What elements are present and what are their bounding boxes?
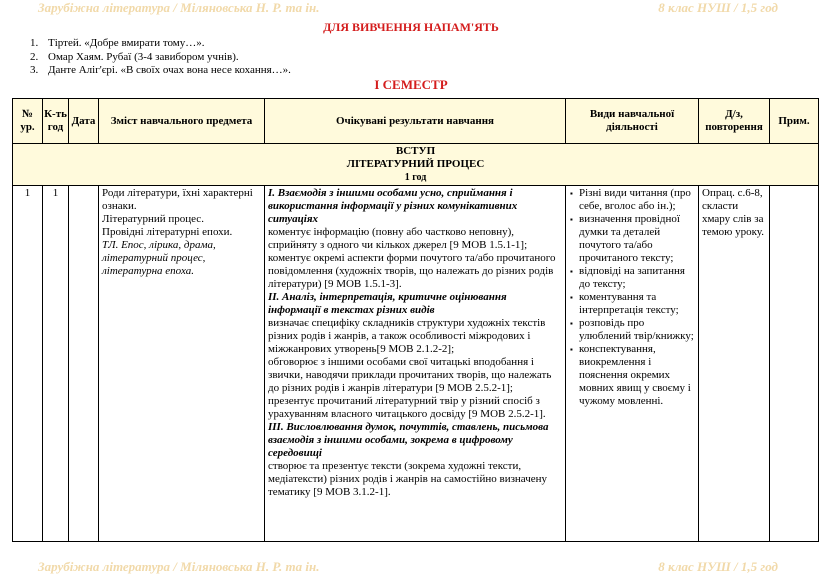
col-notes-header: Прим. [770,99,819,144]
list-item: ▪ конспектування, виокремлення і пояснення окремих мовних явищ у своєму і чужому мовленні. [579,343,695,408]
lesson-notes [770,186,819,542]
lesson-activities [566,186,699,542]
program-table [12,98,819,542]
header-left: Зарубіжна література / Міляновська Н. Р. та ін. [38,0,320,15]
footer-right: 8 клас НУШ / 1,5 год [658,559,778,574]
lesson-hours: 1 [43,186,69,542]
memorize-title: ДЛЯ ВИВЧЕННЯ НАПАМ'ЯТЬ [323,20,499,34]
lesson-results: І. Взаємодія з іншими особами усно, сприймання і використання інформації у різних комунікативних ситуаціях коментує інформацію (повну або частково неповну), сприйняту з одного чи кількох джерел [9 МОВ 1.5.1-1]; коментує окремі аспекти форми почутого та/або прочитаного повідомлення (художніх творів, що належать до різних родів літератури) [9 МОВ 1.5.1-3]. ІІ. Аналіз, інтерпретація, критичне оцінювання інформації в текстах різних видів визначає специфіку складників структури художніх текстів різних родів і жанрів, а також особливості міжродових і міжжанрових утворень[9 МОВ 2.1.2-2]; обговорює з іншими особами свої читацькі вподобання і звички, наводячи приклади прочитаних творів, що належать до різних родів і жанрів літератури [9 МОВ 2.5.2-1]; презентує прочитаний літературний твір у різний спосіб з урахуванням власного читацького досвіду [9 МОВ 2.5.2-1]. ІІІ. Висловлювання думок, почуттів, ставлень, письмова взаємодія з іншими особами, зокрема в цифровому середовищі створює та презентує тексти (зокрема художні тексти, медіатексти) різних родів і жанрів на самостійно визначену тематику [9 МОВ 3.1.2-1]. [265,186,566,542]
list-item: ▪ відповіді на запитання до тексту; [579,265,695,291]
lesson-date [69,186,99,542]
footer-left: Зарубіжна література / Міляновська Н. Р. та ін. [38,559,320,574]
page-footer [38,560,778,573]
lesson-number: 1 [13,186,43,542]
list-item: ▪ Різні види читання (про себе, вголос або ін.); [579,187,695,213]
table-header-row [13,99,819,144]
lesson-content: Роди літератури, їхні характерні ознаки. Літературний процес. Провідні літературні епохи. ТЛ. Епос, лірика, драма, літературний процес, літературна епоха. [99,186,265,542]
list-item: 1. Тіртей. «Добре вмирати тому…». [30,37,205,49]
results-heading-2: ІІ. Аналіз, інтерпретація, критичне оцінювання інформації в текстах різних видів [268,291,507,316]
col-date-header: Дата [69,99,99,144]
col-activities-header: Види навчальної діяльності [566,99,699,144]
header-right: 8 клас НУШ / 1,5 год [658,0,778,15]
list-item: ▪ розповідь про улюблений твір/книжку; [579,317,695,343]
col-content-header: Зміст навчального предмета [99,99,265,144]
col-num-header: № ур. [13,99,43,144]
list-item: ▪ визначення провідної думки та деталей почутого та/або прочитаного тексту; [579,213,695,265]
results-heading-3: ІІІ. Висловлювання думок, почуттів, ставлень, письмова взаємодія з іншими особами, зокрема в цифровому середовищі [268,421,549,459]
col-hours-header: К-ть год [43,99,69,144]
memorize-list [30,37,291,78]
list-item: ▪ коментування та інтерпретація тексту; [579,291,695,317]
list-item: 2. Омар Хаям. Рубаї (3-4 завибором учнів). [30,50,239,63]
page-header [38,1,778,14]
table-row [13,186,819,542]
col-results-header: Очікувані результати навчання [265,99,566,144]
section-title: ВСТУП ЛІТЕРАТУРНИЙ ПРОЦЕС 1 год [13,144,819,186]
semester-title: І СЕМЕСТР [374,77,448,92]
list-item: 3. Данте Аліг'єрі. «В своїх очах вона несе кохання…». [30,64,291,76]
section-row [13,144,819,186]
results-heading-1: І. Взаємодія з іншими особами усно, сприймання і використання інформації у різних комунікативних ситуаціях [268,187,518,225]
theory-terms: ТЛ. Епос, лірика, драма, літературний процес, літературна епоха. [102,239,216,277]
col-homework-header: Д/з, повторення [699,99,770,144]
lesson-homework: Опрац. с.6-8, скласти хмару слів за темою уроку. [699,186,770,542]
